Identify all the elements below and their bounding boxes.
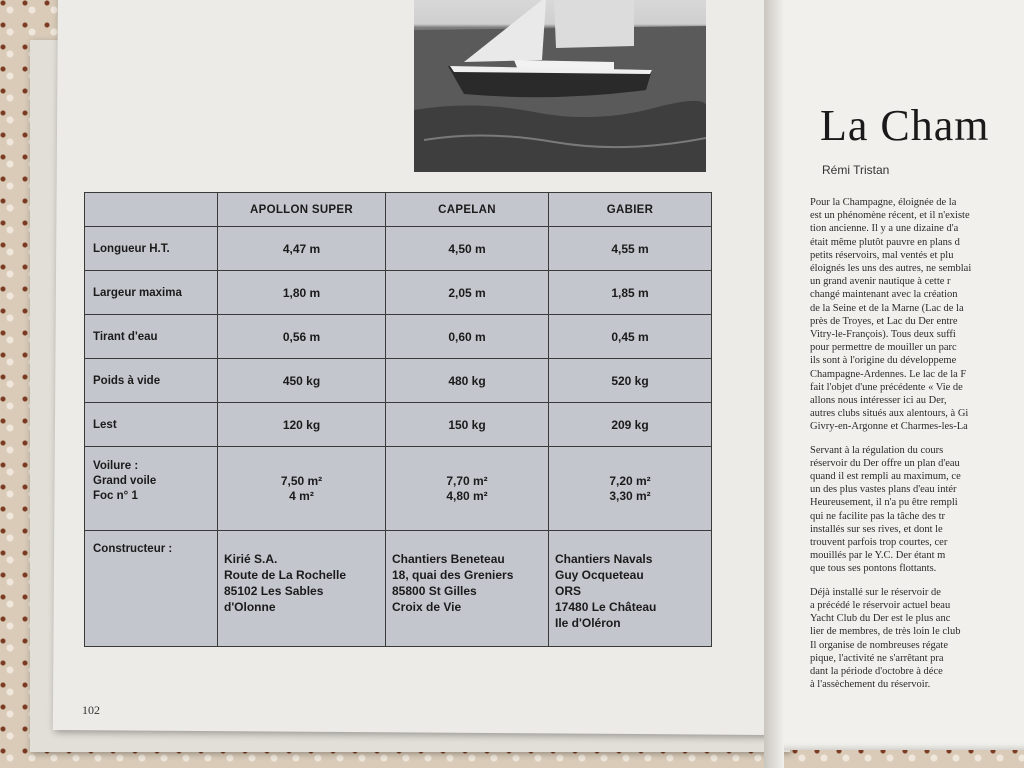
constructeur-line: 18, quai des Greniers <box>392 568 514 582</box>
paragraph <box>810 196 1024 434</box>
paragraph <box>810 444 1024 576</box>
text-line: lier de membres, de très loin le club <box>810 626 961 638</box>
constructeur-line: Croix de Vie <box>392 600 462 614</box>
text-line: Heureusement, il n'a pu être rempli <box>810 497 958 509</box>
row-label-longueur: Longueur H.T. <box>85 227 218 271</box>
text-line: Yacht Club du Der est le plus anc <box>810 613 951 625</box>
table-cell: 209 kg <box>549 403 712 447</box>
text-line: petits réservoirs, mal ventés et plu <box>810 249 954 261</box>
text-line: était même plutôt pauvre en plans d <box>810 236 960 248</box>
text-line: à l'assèchement du réservoir. <box>810 679 931 691</box>
text-line: allons nous intéresser ici au Der, <box>810 395 947 407</box>
voilure-value: 7,70 m² <box>446 473 488 488</box>
table-cell: 1,85 m <box>549 271 712 315</box>
text-line: autres clubs situés aux alentours, à Gi <box>810 408 969 420</box>
text-line: un grand avenir nautique à cette r <box>810 276 951 288</box>
row-label-poids: Poids à vide <box>85 359 218 403</box>
text-line: trouvent parfois trop courtes, cer <box>810 537 948 549</box>
empty-corner-cell <box>85 193 218 227</box>
text-line: changé maintenant avec la création <box>810 289 958 301</box>
text-line: dant la période d'octobre à déce <box>810 665 943 677</box>
table-cell <box>386 447 549 531</box>
voilure-value: 4,80 m² <box>446 488 488 503</box>
voilure-label-line: Grand voile <box>93 475 157 487</box>
text-line: ils sont à l'origine du développeme <box>810 355 957 367</box>
text-line: que tous ses pontons flottants. <box>810 563 937 575</box>
table-row-largeur <box>85 271 712 315</box>
text-line: Il organise de nombreuses régate <box>810 639 949 651</box>
constructeur-line: Chantiers Beneteau <box>392 552 505 566</box>
voilure-label-line: Voilure : <box>93 460 139 472</box>
constructeur-line: Guy Ocqueteau <box>555 568 644 582</box>
row-label-lest: Lest <box>85 403 218 447</box>
text-line: Givry-en-Argonne et Charmes-les-La <box>810 421 968 433</box>
constructeur-line: Chantiers Navals <box>555 552 653 566</box>
voilure-label-line: Foc n° 1 <box>93 490 138 502</box>
table-cell: 480 kg <box>386 359 549 403</box>
row-label-voilure <box>85 447 218 531</box>
table-cell: 0,45 m <box>549 315 712 359</box>
text-line: mouillés par le Y.C. Der étant m <box>810 550 946 562</box>
constructeur-line: Kirié S.A. <box>224 552 278 566</box>
table-row-constructeur <box>85 531 712 647</box>
constructeur-line: 17480 Le Château <box>555 600 657 614</box>
text-line: réservoir du Der offre un plan d'eau <box>810 457 960 469</box>
table-cell: 120 kg <box>218 403 386 447</box>
article-author: Rémi Tristan <box>822 163 890 177</box>
table-cell: 1,80 m <box>218 271 386 315</box>
text-line: éloignés les uns des autres, ne semblai <box>810 263 972 275</box>
table-row-lest <box>85 403 712 447</box>
sailboat-photo <box>414 0 706 172</box>
constructeur-line: 85800 St Gilles <box>392 584 477 598</box>
text-line: installés sur ses rives, et dont le <box>810 523 943 535</box>
text-line: Servant à la régulation du cours <box>810 444 944 456</box>
constructeur-line: d'Olonne <box>224 600 276 614</box>
text-line: près de Troyes, et Lac du Der entre <box>810 315 958 327</box>
article-body <box>810 196 1024 696</box>
table-cell: 150 kg <box>386 403 549 447</box>
table-cell <box>386 531 549 647</box>
text-line: fait l'objet d'une précédente « Vie de <box>810 381 963 393</box>
column-header-gabier: GABIER <box>549 193 712 227</box>
table-row-poids <box>85 359 712 403</box>
voilure-value: 7,50 m² <box>280 473 323 488</box>
text-line: Champagne-Ardennes. Le lac de la F <box>810 368 967 380</box>
table-cell <box>218 531 386 647</box>
text-line: quand il est rempli au maximum, ce <box>810 471 961 483</box>
text-line: pour permettre de mouiller un parc <box>810 342 957 354</box>
constructeur-line: ORS <box>555 584 582 598</box>
book-gutter <box>764 0 784 768</box>
article-title: La Cham <box>820 101 990 150</box>
column-header-apollon: APOLLON SUPER <box>218 193 386 227</box>
text-line: un des plus vastes plans d'eau intér <box>810 484 957 496</box>
column-header-capelan: CAPELAN <box>386 193 549 227</box>
page-number: 102 <box>82 703 100 717</box>
table-cell: 4,55 m <box>549 227 712 271</box>
table-row-tirant <box>85 315 712 359</box>
constructeur-line: Ile d'Oléron <box>555 616 621 630</box>
table-cell: 520 kg <box>549 359 712 403</box>
text-line: qui ne facilite pas la tâche des tr <box>810 510 945 522</box>
voilure-value: 4 m² <box>289 488 314 503</box>
text-line: Pour la Champagne, éloignée de la <box>810 197 957 208</box>
table-cell: 0,60 m <box>386 315 549 359</box>
voilure-value: 7,20 m² <box>609 473 651 488</box>
table-row-longueur <box>85 227 712 271</box>
voilure-value: 3,30 m² <box>609 488 651 503</box>
row-label-tirant: Tirant d'eau <box>85 315 218 359</box>
table-cell: 4,50 m <box>386 227 549 271</box>
text-line: pique, l'activité ne s'arrêtant pra <box>810 652 944 664</box>
table-row-voilure <box>85 447 712 531</box>
table-cell: 2,05 m <box>386 271 549 315</box>
text-line: Déjà installé sur le réservoir de <box>810 586 941 598</box>
row-label-largeur: Largeur maxima <box>85 271 218 315</box>
constructeur-line: 85102 Les Sables <box>224 584 324 598</box>
boat-specification-table <box>84 192 712 647</box>
table-cell: 4,47 m <box>218 227 386 271</box>
table-cell: 0,56 m <box>218 315 386 359</box>
text-line: est un phénomène récent, et il n'existe <box>810 210 970 222</box>
table-cell <box>218 447 386 531</box>
sailboat-illustration <box>414 0 706 172</box>
table-cell <box>549 531 712 647</box>
table-cell <box>549 447 712 531</box>
text-line: Vitry-le-François). Tous deux suffi <box>810 329 956 341</box>
text-line: tion ancienne. Il y a une dizaine d'a <box>810 223 959 235</box>
table-header-row <box>85 193 712 227</box>
constructeur-line: Route de La Rochelle <box>224 568 347 582</box>
row-label-constructeur: Constructeur : <box>85 531 218 647</box>
text-line: a précédé le réservoir actuel beau <box>810 599 951 611</box>
table-cell: 450 kg <box>218 359 386 403</box>
paragraph <box>810 586 1024 692</box>
text-line: de la Seine et de la Marne (Lac de la <box>810 302 964 314</box>
